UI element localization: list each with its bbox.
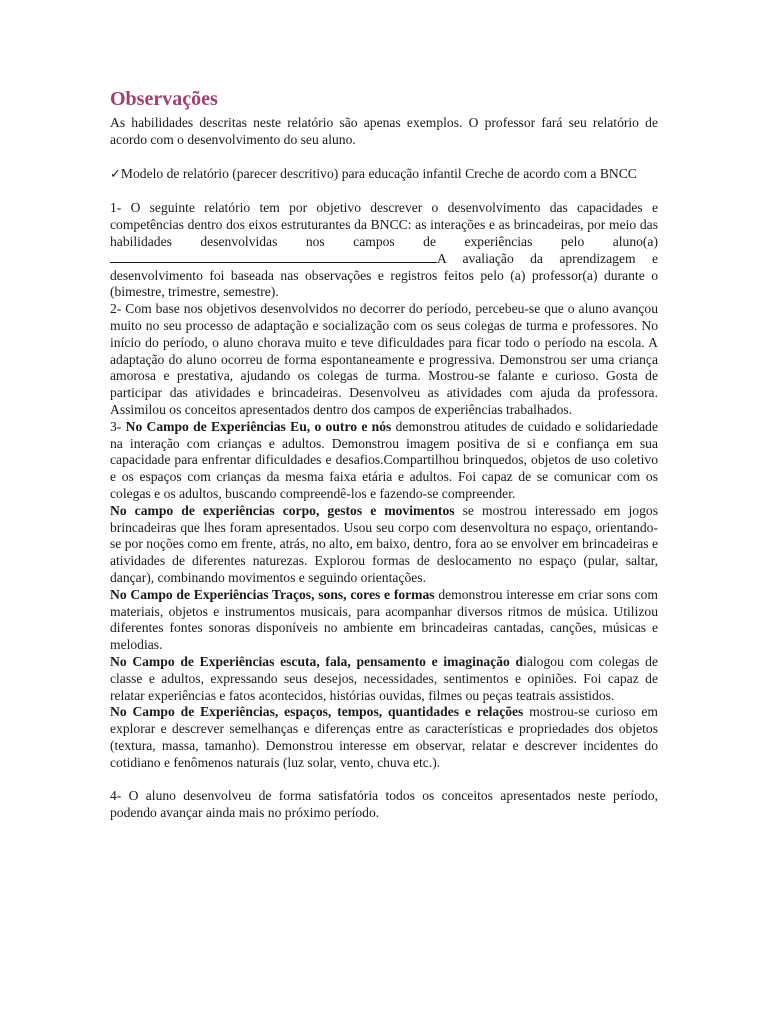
paragraph-corpo-gestos xyxy=(110,503,658,587)
paragraph-3-prefix: 3- xyxy=(110,418,126,434)
paragraph-espacos-tempos xyxy=(110,704,658,771)
model-paragraph xyxy=(110,166,658,184)
field-heading-tracos-sons: No Campo de Experiências Traços, sons, cores e formas xyxy=(110,586,435,602)
checkmark-icon: ✓ xyxy=(110,166,121,182)
paragraph-3-text: demonstrou atitudes de cuidado e solidariedade na interação com crianças e adultos. Demonstrou imagem positiva de si e confiança em sua capacidade para enfrentar dificuldades e desafios.Compartilhou brinquedos, objetos de uso coletivo e os espaços com crianças da mesma faixa etária e adultos. Foi capaz de se comunicar com os colegas e os adultos, buscando compreendê-los e fazendo-se compreender. xyxy=(110,418,658,501)
paragraph-escuta-fala xyxy=(110,654,658,704)
paragraph-tracos-sons-text: demonstrou interesse em criar sons com materiais, objetos e instrumentos musicais, para acompanhar diversos ritmos de música. Utilizou diferentes fontes sonoras disponíveis no ambiente em brincadeiras cantadas, canções, músicas e melodias. xyxy=(110,586,658,653)
paragraph-1-continuation: A avaliação da aprendizagem e desenvolvimento foi baseada nas observações e registros feitos pelo (a) professor(a) durante o (bimestre, trimestre, semestre). xyxy=(110,250,658,300)
paragraph-corpo-gestos-text: se mostrou interessado em jogos brincadeiras que lhes foram apresentados. Usou seu corpo com desenvoltura no espaço, orientando-se por noções como em frente, atrás, no alto, em baixo, dentro, fora ao se envolver em brincadeiras e atividades de diferentes naturezas. Explorou formas de deslocamento no espaço (pular, saltar, dançar), combinando movimentos e seguindo orientações. xyxy=(110,502,658,585)
spacer xyxy=(110,149,658,166)
paragraph-1-text: 1- O seguinte relatório tem por objetivo descrever o desenvolvimento das capacidades e competências dentro dos eixos estruturantes da BNCC: as interações e as brincadeiras, por meio das habilidades desenvolvidas nos campos de experiências pelo aluno(a) xyxy=(110,200,658,249)
paragraph-2: 2- Com base nos objetivos desenvolvidos no decorrer do período, percebeu-se que o aluno avançou muito no seu processo de adaptação e socialização com os seus colegas de turma e professores. No início do período, o aluno chorava muito e teve dificuldades para ficar todo o período na escola. A adaptação do aluno ocorreu de forma espontaneamente e progressiva. Demonstrou ser uma criança amorosa e prestativa, ajudando os colegas de turma. Mostrou-se falante e curioso. Gosta de participar das atividades e brincadeiras. Desenvolveu as atividades com ajuda da professora. Assimilou os conceitos apresentados dentro dos campos de experiências trabalhados. xyxy=(110,301,658,417)
page-title: Observações xyxy=(110,88,218,110)
spacer xyxy=(110,771,658,788)
paragraph-espacos-tempos-text: mostrou-se curioso em explorar e descrever semelhanças e diferenças entre as características e propriedades dos objetos (textura, massa, tamanho). Demonstrou interesse em observar, relatar e descrever incidentes do cotidiano e fenômenos naturais (luz solar, vento, chuva etc.). xyxy=(110,704,658,770)
field-heading-eu-outro-nos: No Campo de Experiências Eu, o outro e nós xyxy=(125,418,392,434)
field-heading-espacos-tempos: No Campo de Experiências, espaços, tempos, quantidades e relações xyxy=(110,704,524,720)
paragraph-3 xyxy=(110,419,658,503)
paragraph-1 xyxy=(110,200,658,301)
model-text: Modelo de relatório (parecer descritivo) para educação infantil Creche de acordo com a BNCC xyxy=(120,165,637,181)
student-name-blank xyxy=(110,251,437,263)
spacer xyxy=(110,183,658,200)
paragraph-tracos-sons xyxy=(110,587,658,654)
paragraph-escuta-fala-text: ialogou com colegas de classe e adultos, expressando seus desejos, necessidades, sentimentos e opiniões. Foi capaz de relatar experiências e fatos acontecidos, histórias ouvidas, filmes ou peças teatrais assistidos. xyxy=(110,653,658,703)
field-heading-corpo-gestos: No campo de experiências corpo, gestos e movimentos xyxy=(110,502,455,518)
intro-paragraph: As habilidades descritas neste relatório são apenas exemplos. O professor fará seu relatório de acordo com o desenvolvimento do seu aluno. xyxy=(110,115,658,147)
paragraph-4: 4- O aluno desenvolveu de forma satisfatória todos os conceitos apresentados neste período, podendo avançar ainda mais no próximo período. xyxy=(110,788,658,821)
field-heading-escuta-fala: No Campo de Experiências escuta, fala, pensamento e imaginação d xyxy=(110,653,524,669)
